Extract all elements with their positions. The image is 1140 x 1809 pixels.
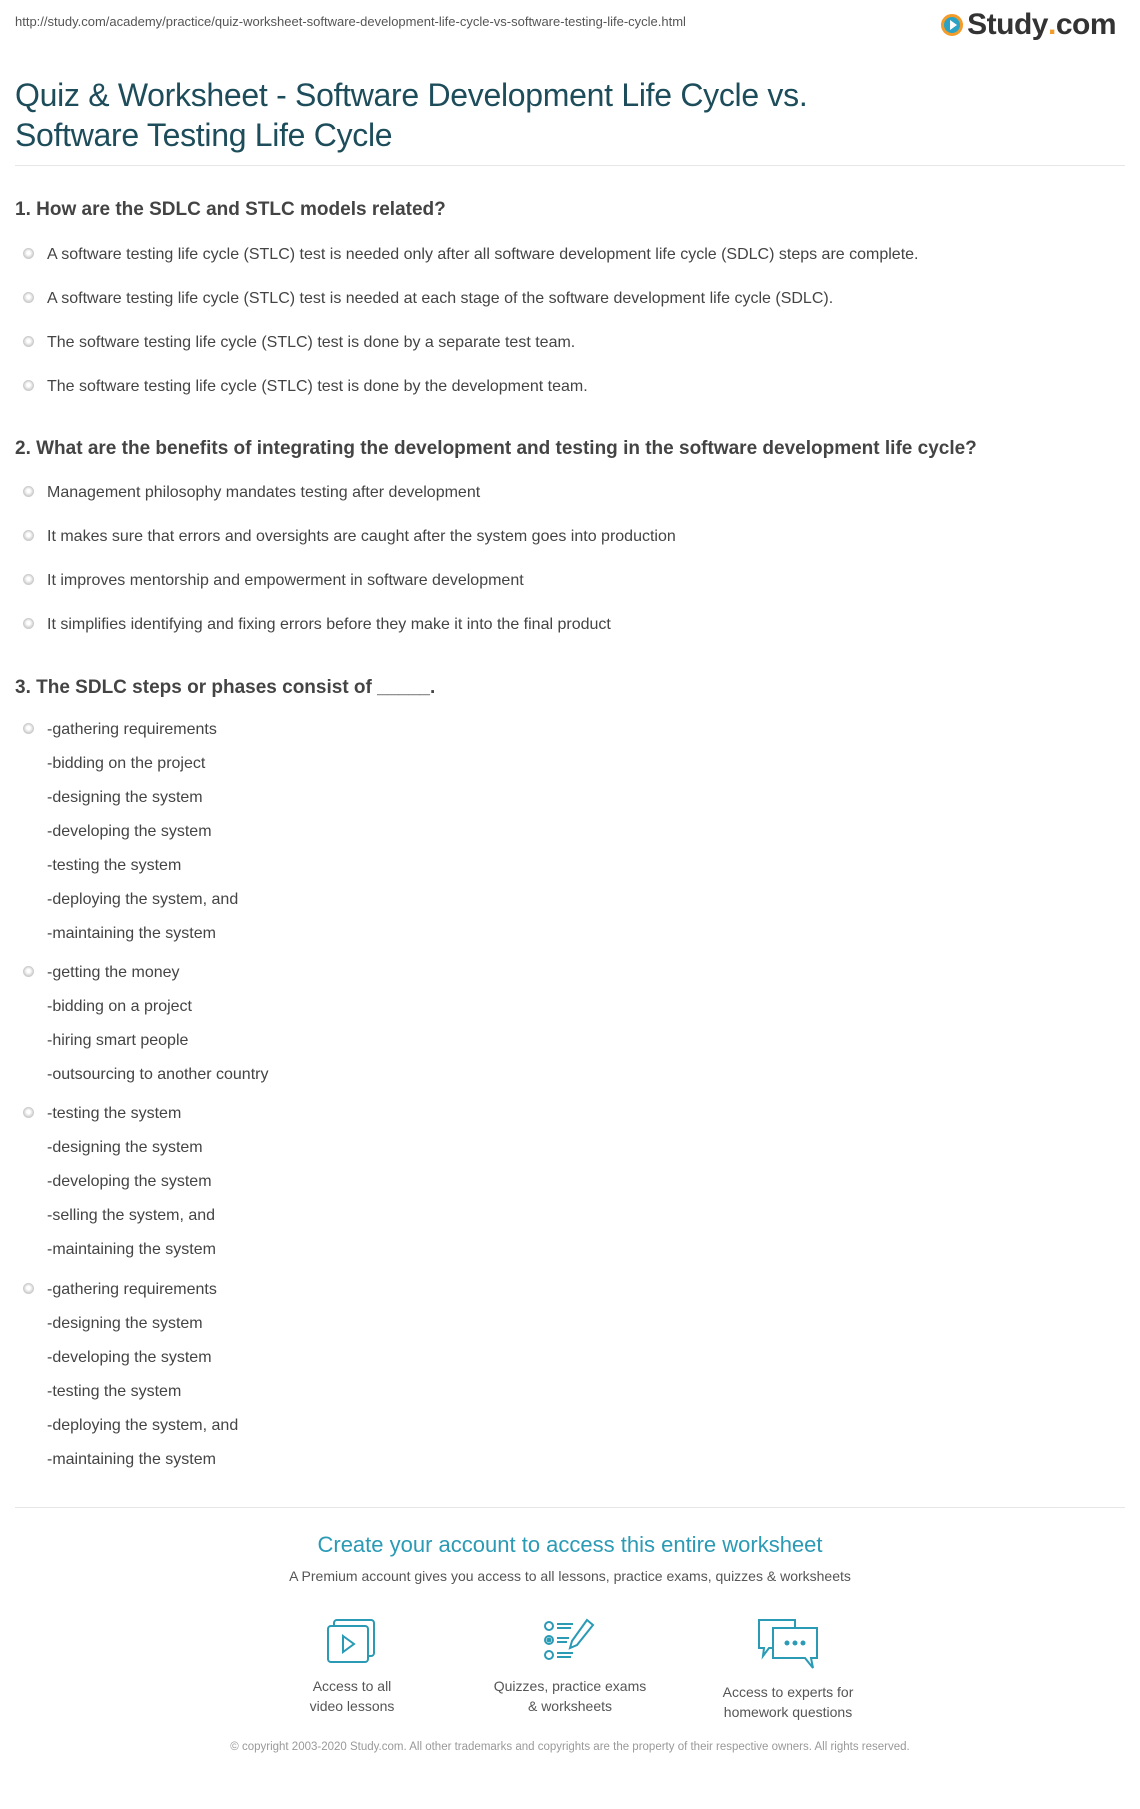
option-line: -developing the system — [47, 1349, 212, 1366]
divider — [15, 1507, 1125, 1508]
option-text — [47, 571, 524, 605]
logo-text: Study — [967, 8, 1048, 41]
radio-button[interactable] — [23, 292, 34, 303]
logo-suffix: com — [1055, 8, 1116, 41]
chat-experts-icon — [757, 1618, 819, 1670]
option-line: -deploying the system, and — [47, 1417, 239, 1434]
option-text — [47, 289, 833, 323]
option-line: -gathering requirements — [47, 1281, 217, 1298]
option-line: -testing the system — [47, 857, 182, 874]
radio-button[interactable] — [23, 723, 34, 734]
option-line: -bidding on a project — [47, 998, 192, 1015]
option-text — [47, 720, 238, 958]
option-text — [47, 245, 919, 279]
page-url: http://study.com/academy/practice/quiz-worksheet-software-development-life-cycle-vs-software-testing-life-cycle.html — [15, 14, 686, 29]
option-line: A software testing life cycle (STLC) test is needed only after all software development life cycle (SDLC) steps are complete. — [47, 246, 919, 263]
option-line: A software testing life cycle (STLC) test is needed at each stage of the software development life cycle (SDLC). — [47, 290, 834, 307]
option-text — [47, 483, 480, 517]
question-2: 2. What are the benefits of integrating the development and testing in the software development life cycle? — [15, 438, 977, 459]
option-line: It makes sure that errors and oversights are caught after the system goes into production — [47, 528, 676, 545]
feature-label: video lessons — [309, 1698, 395, 1714]
option-line: -designing the system — [47, 789, 203, 806]
cta-title[interactable]: Create your account to access this entire worksheet — [317, 1532, 823, 1557]
option-line: -bidding on the project — [47, 755, 206, 772]
option-line: -gathering requirements — [47, 721, 217, 738]
option-line: Management philosophy mandates testing after development — [47, 484, 481, 501]
option-line: -outsourcing to another country — [47, 1066, 269, 1083]
feature-label: homework questions — [723, 1704, 853, 1720]
option-text — [47, 377, 588, 411]
option-text — [47, 1104, 216, 1274]
feature-video-lessons — [252, 1618, 452, 1716]
feature-label: Access to all — [312, 1678, 392, 1694]
option-text — [47, 615, 611, 649]
radio-button[interactable] — [23, 486, 34, 497]
feature-label: Quizzes, practice exams — [493, 1678, 647, 1694]
option-line: -maintaining the system — [47, 1241, 216, 1258]
radio-button[interactable] — [23, 1107, 34, 1118]
radio-button[interactable] — [23, 966, 34, 977]
option-text — [47, 1280, 238, 1484]
page-title: Quiz & Worksheet - Software Development Life Cycle vs. Software Testing Life Cycle — [15, 77, 808, 153]
logo-dot: . — [1047, 8, 1056, 41]
radio-button[interactable] — [23, 574, 34, 585]
option-line: The software testing life cycle (STLC) test is done by the development team. — [47, 378, 588, 395]
video-lessons-icon — [326, 1618, 378, 1664]
feature-quizzes — [470, 1618, 670, 1716]
option-line: -developing the system — [47, 1173, 212, 1190]
option-line: The software testing life cycle (STLC) test is done by a separate test team. — [47, 334, 576, 351]
question-3: 3. The SDLC steps or phases consist of _____. — [15, 677, 436, 698]
radio-button[interactable] — [23, 380, 34, 391]
option-line: -testing the system — [47, 1105, 182, 1122]
feature-experts — [688, 1618, 888, 1722]
option-line: -maintaining the system — [47, 925, 216, 942]
study-logo[interactable] — [941, 8, 1116, 42]
option-line: -maintaining the system — [47, 1451, 216, 1468]
option-line: -testing the system — [47, 1383, 182, 1400]
quiz-icon — [543, 1618, 597, 1664]
option-text — [47, 333, 575, 367]
option-line: -designing the system — [47, 1139, 203, 1156]
option-line: It improves mentorship and empowerment in software development — [47, 572, 524, 589]
question-1: 1. How are the SDLC and STLC models related? — [15, 199, 446, 220]
option-text — [47, 963, 268, 1099]
radio-button[interactable] — [23, 248, 34, 259]
cta-subtitle: A Premium account gives you access to all lessons, practice exams, quizzes & worksheets — [289, 1568, 851, 1584]
option-line: -developing the system — [47, 823, 212, 840]
play-logo-icon — [941, 14, 963, 36]
feature-label: & worksheets — [527, 1698, 613, 1714]
copyright: © copyright 2003-2020 Study.com. All other trademarks and copyrights are the property of their respective owners. All rights reserved. — [230, 1741, 910, 1753]
option-line: -getting the money — [47, 964, 180, 981]
option-line: -deploying the system, and — [47, 891, 239, 908]
option-line: -hiring smart people — [47, 1032, 189, 1049]
option-line: It simplifies identifying and fixing errors before they make it into the final product — [47, 616, 611, 633]
radio-button[interactable] — [23, 618, 34, 629]
option-text — [47, 527, 676, 561]
option-line: -designing the system — [47, 1315, 203, 1332]
option-line: -selling the system, and — [47, 1207, 216, 1224]
radio-button[interactable] — [23, 1283, 34, 1294]
radio-button[interactable] — [23, 530, 34, 541]
divider — [15, 165, 1125, 166]
radio-button[interactable] — [23, 336, 34, 347]
feature-label: Access to experts for — [722, 1684, 854, 1700]
